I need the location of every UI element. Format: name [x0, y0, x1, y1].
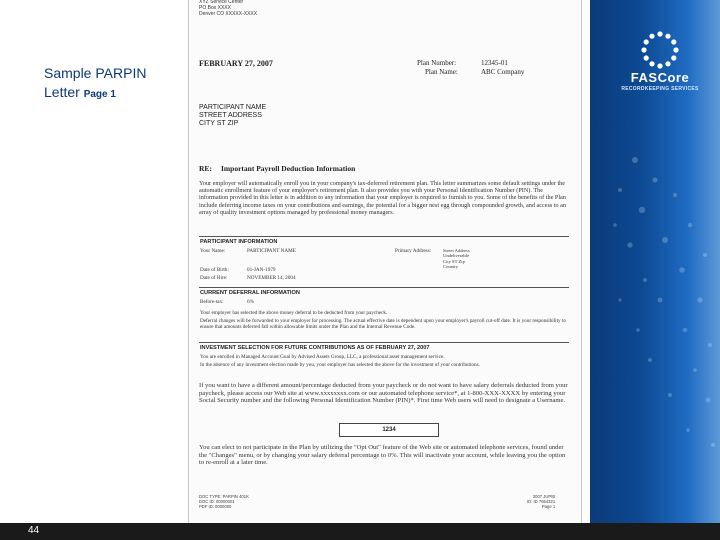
- address-line: Country: [443, 264, 459, 270]
- before-tax-value: 6%: [247, 299, 254, 305]
- footer-line: DOC ID: 00000001: [199, 499, 235, 504]
- slide-title-main: Sample PARPIN: [44, 65, 147, 81]
- plan-number-value: 12345-01: [481, 59, 508, 67]
- slide-page-number: 44: [28, 525, 40, 536]
- slide-footer-bar: [0, 523, 720, 540]
- fascore-logo: [610, 30, 710, 100]
- before-tax-label: Before-tax:: [200, 299, 224, 305]
- footer-line: ID: ID 7654321: [527, 499, 556, 504]
- address-line: Street Address: [443, 248, 470, 253]
- star-ring-icon: [640, 30, 680, 70]
- address-label: Primary Address:: [395, 248, 432, 254]
- divider: [199, 236, 569, 237]
- participant-info-heading: PARTICIPANT INFORMATION: [200, 239, 278, 245]
- intro-paragraph: Your employer will automatically enroll you in your company's tax-deferred retirement plan. This letter summarizes some default settings under the automatic enrollment feature of your employer's retirement plan. It also provides you with your Personal Identification Number (PIN). The information provided in this letter is in addition to any information that your employer is required to furnish to you. Some of the benefits of the Plan include deferring income taxes on your contributions and earnings, the potential for a bigger nest egg through compounded growth, and access to an array of quality investment options managed by professional money managers.: [199, 180, 567, 216]
- divider: [199, 287, 569, 288]
- investment-line-1: You are enrolled in Managed Account Goal by Advised Assets Group, LLC, a professional asset management service.: [200, 354, 445, 360]
- deferral-processing-note: Deferral changes will be forwarded to your employer for processing. The actual effective date is dependent upon your employer's payroll cut-off date. It is your responsibility to ensure that amounts deferred fall within allowable limits under the Plan and the Internal Revenue Code.: [200, 318, 566, 330]
- recipient-line: PARTICIPANT NAME: [199, 104, 267, 111]
- plan-number-label: Plan Number:: [417, 59, 457, 67]
- investment-heading: INVESTMENT SELECTION FOR FUTURE CONTRIBUTIONS AS OF FEBRUARY 27, 2007: [200, 345, 430, 351]
- logo-name: FASCore: [630, 70, 690, 85]
- recipient-line: CITY ST ZIP: [199, 120, 239, 127]
- hire-label: Date of Hire:: [200, 275, 228, 281]
- optout-paragraph: You can elect to not participate in the Plan by utilizing the "Opt Out" feature of the Web site or automated telephone services, found under the "Changes" menu, or by changing your salary deferral percentage to 0%. This will inactivate your account, while leaving you the option to re-enroll at a later time.: [199, 444, 566, 467]
- footer-line: PDF ID: 0000000: [199, 504, 232, 509]
- slide-title-letter: Letter: [44, 84, 80, 100]
- change-paragraph: If you want to have a different amount/percentage deducted from your paycheck or do not want to have salary deferrals deducted from your paycheck, please access our Web site at www.xxxxxxxx.com or our automated telephone service*, at 1-800-XXX-XXXX by entering your Social Security number and the following Personal Identification Number (PIN)*. First time Web users will need to designate a Username.: [199, 382, 568, 405]
- footer-line: Page 1: [541, 504, 556, 509]
- address-line: Undeliverable: [443, 253, 470, 259]
- name-value: PARTICIPANT NAME: [247, 248, 296, 254]
- deferral-note: Your employer has selected the above money deferral to be deducted from your paycheck.: [200, 310, 388, 316]
- primary-address: [443, 248, 470, 270]
- logo-tagline: RECORDKEEPING SERVICES: [621, 86, 699, 92]
- dob-label: Date of Birth:: [200, 267, 229, 273]
- deferral-info-heading: CURRENT DEFERRAL INFORMATION: [200, 290, 300, 296]
- plan-name-value: ABC Company: [481, 68, 525, 76]
- sample-letter: [188, 0, 582, 523]
- slide-title-page: Page 1: [83, 89, 116, 100]
- divider: [199, 342, 569, 343]
- recipient-line: STREET ADDRESS: [199, 112, 262, 119]
- sender-address: [199, 0, 257, 17]
- plan-name-label: Plan Name:: [425, 68, 458, 76]
- brand-band: [590, 0, 720, 523]
- recipient-address: [199, 104, 266, 128]
- footer-line: 2007 JUPIB: [532, 494, 556, 499]
- sender-line: PO Box XXXX: [199, 5, 231, 11]
- pin-box: 1234: [339, 423, 439, 437]
- sender-line: XYZ Service Center: [199, 0, 244, 5]
- letter-date: FEBRUARY 27, 2007: [199, 59, 273, 68]
- slide-title-line2: [44, 83, 146, 104]
- hire-value: NOVEMBER 14, 2004: [247, 275, 296, 281]
- address-line: City ST Zip: [443, 258, 465, 264]
- re-subject: Important Payroll Deduction Information: [221, 164, 356, 173]
- footer-right: [527, 494, 555, 509]
- footer-line: DOC TYPE: PARPIN 401K: [199, 494, 249, 499]
- re-label: RE:: [199, 164, 212, 173]
- footer-left: [199, 494, 249, 509]
- name-label: Your Name:: [200, 248, 226, 254]
- slide-title: [44, 64, 146, 104]
- dob-value: 01-JAN-1979: [247, 267, 276, 273]
- investment-line-2: In the absence of any investment election made by you, your employer has selected the above for the investment of your contributions.: [200, 362, 480, 368]
- sender-line: Denver CO XXXXX-XXXX: [199, 11, 258, 17]
